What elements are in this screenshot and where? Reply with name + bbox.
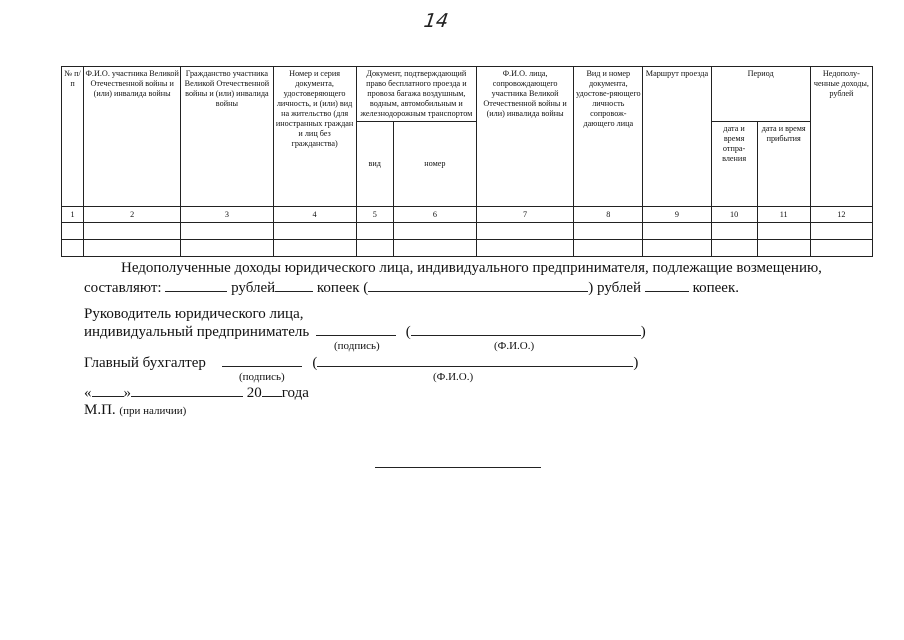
accountant-signature-line [84,354,638,372]
rubles-field[interactable] [165,279,227,292]
month-field[interactable] [131,384,243,397]
head-name-close-paren: ) [640,324,646,340]
accountant-name-close-paren: ) [633,355,639,371]
header-transport-doc-type: вид [356,122,393,207]
header-fio: Ф.И.О. участника Великой Отечественной войны и (или) инвалида войны [84,67,181,207]
stamp-note: (при наличии) [119,405,187,417]
header-transport-doc-number: номер [393,122,476,207]
table-row [62,240,873,257]
page-number: 14 [422,10,450,32]
year-prefix: 20 [246,385,262,401]
header-route: Маршрут проезда [643,67,711,207]
accountant-name-caption: (Ф.И.О.) [433,371,474,383]
head-title-line-2: индивидуальный предприниматель [84,324,310,340]
accountant-label: Главный бухгалтер [84,355,206,371]
statement-prefix: составляют: [84,280,162,296]
header-num: № п/п [62,67,84,207]
amount-words-field[interactable] [368,279,588,292]
header-period: Период [711,67,810,122]
kopecks-label: копеек ( [316,280,369,296]
kopecks-words-field[interactable] [645,279,689,292]
header-citizenship: Гражданство участника Великой Отечественной войны и (или) инвалида войны [181,67,273,207]
column-number: 12 [810,207,872,223]
head-signature-caption: (подпись) [334,340,380,352]
kopecks-field[interactable] [275,279,313,292]
date-open-quote: « [84,385,92,401]
accountant-name-open-paren: ( [312,355,318,371]
column-number: 7 [476,207,573,223]
statement-line-1: Недополученные доходы юридического лица, индивидуального предпринимателя, подлежащие возмещению, [121,260,822,276]
column-number: 6 [393,207,476,223]
head-name-open-paren: ( [405,324,411,340]
year-field[interactable] [262,384,282,397]
stamp-label: М.П. [84,402,116,418]
head-signature-field[interactable] [316,323,396,336]
date-close-quote: » [123,385,131,401]
accountant-name-field[interactable] [317,354,633,367]
header-escort-doc: Вид и номер документа, удостове-ряющего личность сопровож-дающего лица [574,67,643,207]
column-number: 10 [711,207,757,223]
rubles-words-label: ) рублей [588,280,642,296]
day-field[interactable] [92,384,124,397]
column-number: 4 [273,207,356,223]
kopecks-words-label: копеек. [692,280,739,296]
header-lost-income: Недополу-ченные доходы, рублей [810,67,872,207]
header-transport-doc: Документ, подтверждающий право бесплатного проезда и провоза багажа воздушным, водным, автомобильным и железнодорожным транспортом [356,67,476,122]
accountant-signature-field[interactable] [222,354,302,367]
head-signature-line [84,323,646,341]
column-number: 9 [643,207,711,223]
column-number: 1 [62,207,84,223]
header-escort-fio: Ф.И.О. лица, сопровождающего участника Великой Отечественной войны и (или) инвалида войны [476,67,573,207]
column-number: 3 [181,207,273,223]
column-number: 5 [356,207,393,223]
header-period-departure: дата и время отпра-вления [711,122,757,207]
header-id-doc: Номер и серия документа, удостоверяющего личность, и (или) вид на жительство (для иностранных граждан и лиц без гражданства) [273,67,356,207]
column-number: 2 [84,207,181,223]
header-period-arrival: дата и время прибытия [757,122,810,207]
statement-line-2 [84,279,739,297]
stamp-line [84,402,186,419]
head-name-field[interactable] [411,323,641,336]
accountant-signature-caption: (подпись) [239,371,285,383]
date-line [84,384,309,402]
rubles-label: рублей [231,280,276,296]
column-number: 11 [757,207,810,223]
head-name-caption: (Ф.И.О.) [494,340,535,352]
table-row [62,223,873,240]
year-suffix: года [281,385,309,401]
head-title-line-1: Руководитель юридического лица, [84,306,304,322]
column-number: 8 [574,207,643,223]
footer-divider [375,467,541,468]
compensation-table [61,66,873,257]
